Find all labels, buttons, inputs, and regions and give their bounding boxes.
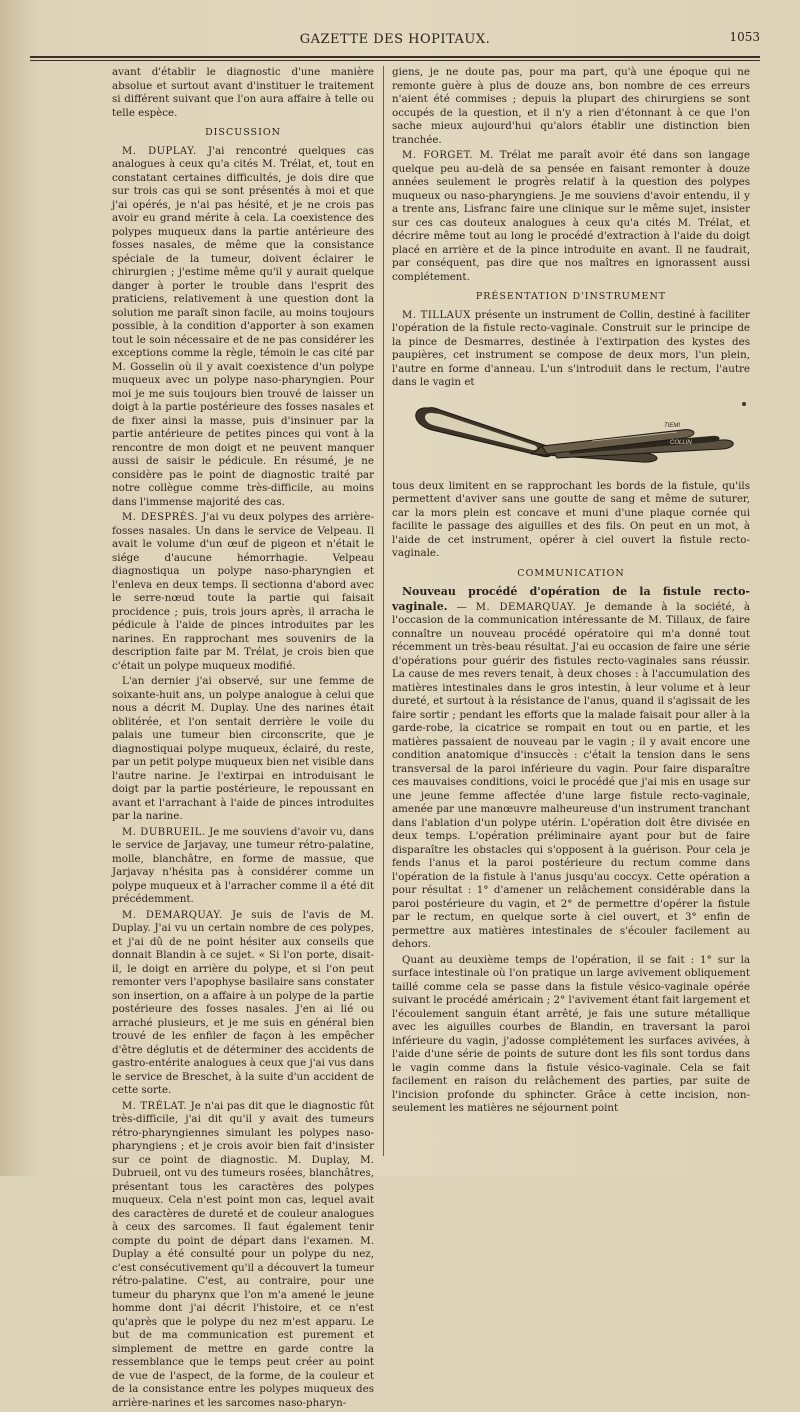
specks (742, 402, 746, 406)
speaker-text: M. Trélat me paraît avoir été dans son langage quelque peu au-delà de sa pensée en faisant remonter à douze années seulement le progrès relatif à la question des polypes muqueux ou naso-pharyngiens. Je me souviens d'avoir entendu, il y a trente ans, Lisfranc faire une clinique sur le même sujet, insister sur ces cas douteux analogues à ceux qu'a cités M. Trélat, et décrire même tout au long le procédé d'extraction à l'aide du doigt placé en arrière et de la pince introduite en avant. Il ne faudrait, par conséquent, pas dire que nos maîtres en ignorassent aussi complétement. (392, 149, 750, 283)
paragraph: L'an dernier j'ai observé, sur une femme de soixante-huit ans, un polype analogue à celui que nous a décrit M. Duplay. Une des narines était oblitérée, et l'on sentait derrière le voile du palais une tumeur bien circonscrite, que je diagnostiquai polype muqueux, éclairé, du reste, par un petit polype muqueux bien net visible dans l'autre narine. Je l'extirpai en introduisant le doigt par la partie postérieure, le repoussant en avant et l'arrachant à l'aide de pinces introduites par la narine. (112, 675, 374, 822)
communication-title: Nouveau procédé d'opération de la fistule recto-vaginale. — M. DEMARQUAY. Je demande à la société, à l'occasion de la communication intéressante de M. Tillaux, de faire connaître un nouveau procédé opératoire qui m'a donné tout récemment un très-beau résultat. J'ai eu occasion de faire une série d'opérations pour guérir des fistules recto-vaginales sans réussir. La cause de mes revers tenait, à deux choses : à l'accumulation des matières intestinales dans le gros intestin, à leur volume et à leur dureté, et surtout à la résistance de l'anus, quand il s'agissait de les faire sortir ; pendant les efforts que la malade faisait pour aller à la garde-robe, la cicatrice se rompait en tout ou en partie, et les matières passaient de nouveau par le vagin ; il y avait encore une condition anatomique d'insuccès : c'était la tension dans le sens transversal de la paroi inférieure du vagin. Pour faire disparaître ces mauvaises conditions, voici le procédé que j'ai mis en usage sur une jeune femme affectée d'une large fistule recto-vaginale, amenée par une manœuvre malheureuse d'un instrument tranchant dans l'ablation d'un polype utérin. L'opération doit être divisée en deux temps. L'opération préliminaire ayant pour but de faire disparaître les obstacles qui s'opposent à la guérison. Pour cela je fends l'anus et la paroi postérieure du rectum comme dans l'opération de la fistule à l'anus jusqu'au coccyx. Cette opération a pour résultat : 1° d'amener un relâchement considérable dans la paroi postérieure du vagin, et 2° de permettre d'opérer la fistule par le rectum, en quelque sorte à ciel ouvert, et 3° enfin de permettre aux matières intestinales de s'écouler facilement au dehors. (392, 585, 751, 950)
section-heading-communication: COMMUNICATION (517, 567, 625, 579)
speaker-name: M. DUBRUEIL. (122, 826, 206, 838)
speaker-name: M. DEMARQUAY. (122, 909, 223, 921)
page-number: 1053 (729, 30, 760, 44)
paragraph-despres (112, 511, 374, 673)
paragraph: tous deux limitent en se rapprochant les bords de la fistule, qu'ils permettent d'aviver sans une goutte de sang et même de suturer, car la mors plein est concave et muni d'une plaque cornée qui facilite le passage des aiguilles et des fils. On peut en un mot, à l'aide de cet instrument, opérer à ciel ouvert la fistule recto-vaginale. (392, 479, 750, 559)
paragraph: giens, je ne doute pas, pour ma part, qu'à une époque qui ne remonte guère à plus de douze ans, bon nombre de ces erreurs n'aient été commises ; depuis la plupart des chirurgiens se sont occupés de la question, et il n'y a rien d'étonnant à ce que l'on sache mieux aujourd'hui qu'alors établir une distinction bien tranchée. (392, 66, 750, 146)
speaker-text: Je me souviens d'avoir vu, dans le service de Jarjavay, une tumeur rétro-palatine, molle, blanchâtre, en forme de massue, que Jarjavay n'hésita pas à considérer comme un polype muqueux et à l'arracher comme il a été dit précédemment. (112, 825, 374, 905)
right-column (392, 66, 750, 1118)
speaker-text: J'ai vu deux polypes des arrière-fosses nasales. Un dans le service de Velpeau. Il avait le volume d'un œuf de pigeon et n'était le siége d'aucune hémorrhagie. Velpeau diagnostiqua un polype naso-pharyngien et l'enleva en deux temps. Il sectionna d'abord avec le serre-nœud toute la partie qui faisait procidence ; puis, trois jours après, il arracha le pédicule à l'aide de pinces introduites par les narines. En rapprochant mes souvenirs de la description faite par M. Trélat, je crois bien que c'était un polype muqueux modifié. (112, 511, 374, 672)
speaker-name: M. TRÉLAT. (122, 1100, 188, 1112)
figure-maker-label: COLLIN (670, 439, 692, 446)
article-title: Nouveau procédé d'opération de la fistule recto-vaginale. (392, 585, 750, 613)
paragraph-duplay (112, 145, 374, 510)
speaker-text: Je n'ai pas dit que le diagnostic fût très-difficile, j'ai dit qu'il y avait des tumeurs rétro-pharyngiennes simulant les polypes naso-pharyngiens ; et je crois avoir bien fait d'insister sur ce point de diagnostic. M. Duplay, M. Dubrueil, ont vu des tumeurs rosées, blanchâtres, présentant tous les caractères des polypes muqueux. Cela n'est point mon cas, lequel avait des caractères de dureté et de couleur analogues à ceux des sarcomes. Il faut également tenir compte du point de départ dans l'examen. M. Duplay a été consulté pour un polype du nez, c'est consécutivement qu'il a découvert la tumeur rétro-palatine. C'est, au contraire, pour une tumeur du pharynx que l'on m'a amené le jeune homme dont j'ai décrit l'histoire, et ce n'est qu'après que le polype du nez m'est apparu. Le but de ma communication est purement et simplement de mettre en garde contre la ressemblance que le temps peut créer au point de vue de l'aspect, de la forme, de la couleur et de la consistance entre les polypes muqueux des arrière-narines et les sarcomes naso-pharyn- (112, 1099, 375, 1409)
speaker-text: Je demande à la société, à l'occasion de la communication intéressante de M. Tillaux, de faire connaître un nouveau procédé opératoire qui m'a donné tout récemment un très-beau résultat. J'ai eu occasion de faire une série d'opérations pour guérir des fistules recto-vaginales sans réussir. La cause de mes revers tenait, à deux choses : à l'accumulation des matières intestinales dans le gros intestin, à leur volume et à leur dureté, et surtout à la résistance de l'anus, quand il s'agissait de les faire sortir ; pendant les efforts que la malade faisait pour aller à la garde-robe, la cicatrice se rompait en tout ou en partie, et les matières passaient de nouveau par le vagin ; il y avait encore une condition anatomique d'insuccès : c'était la tension dans le sens transversal de la paroi inférieure du vagin. Pour faire disparaître ces mauvaises conditions, voici le procédé que j'ai mis en usage sur une jeune femme affectée d'une large fistule recto-vaginale, amenée par une manœuvre malheureuse d'un instrument tranchant dans l'ablation d'un polype utérin. L'opération doit être divisée en deux temps. L'opération préliminaire ayant pour but de faire disparaître les obstacles qui s'opposent à la guérison. Pour cela je fends l'anus et la paroi postérieure du rectum comme dans l'opération de la fistule à l'anus jusqu'au coccyx. Cette opération a pour résultat : 1° d'amener un relâchement considérable dans la paroi postérieure du vagin, et 2° de permettre d'opérer la fistule par le rectum, en quelque sorte à ciel ouvert, et 3° enfin de permettre aux matières intestinales de s'écouler facilement au dehors. (392, 600, 751, 950)
section-heading-discussion: DISCUSSION (205, 127, 281, 138)
forceps-illustration (392, 396, 750, 476)
left-column (112, 66, 374, 1412)
journal-title: GAZETTE DES HOPITAUX. (299, 32, 491, 47)
header-rule-thin (30, 60, 760, 61)
instrument-figure (392, 396, 750, 476)
paragraph-trelat (112, 1100, 374, 1411)
paragraph-demarquay (112, 909, 374, 1098)
paragraph-dubrueil (112, 826, 374, 907)
paragraph-tillaux (392, 309, 750, 390)
paragraph-forget (392, 149, 750, 284)
column-divider (383, 66, 384, 1156)
paragraph: Quant au deuxième temps de l'opération, il se fait : 1° sur la surface intestinale où l'on pratique un large avivement obliquement taillé comme cela se passe dans la fistule vésico-vaginale opérée suivant le procédé américain ; 2° l'avivement étant fait largement et l'écoulement sanguin étant arrêté, je fais une suture métallique avec les aiguilles courbes de Blandin, en traversant la paroi inférieure du vagin, j'adosse complétement les surfaces avivées, à l'aide d'une série de points de suture dont les fils sont tordus dans le vagin comme dans la fistule vésico-vaginale. Cela se fait facilement en raison du relâchement des parties, par suite de l'incision profonde du sphincter. Grâce à cette incision, non-seulement les matières ne séjournent point (392, 953, 750, 1114)
speaker-name: M. DESPRÈS. (122, 512, 199, 523)
page-header (30, 26, 760, 56)
figure-maker-mark: TIEMI (664, 422, 680, 429)
paragraph: avant d'établir le diagnostic d'une manière absolue et surtout avant d'instituer le traitement si différent suivant que l'on aura affaire à telle ou telle espèce. (112, 66, 374, 119)
ring-jaw (416, 407, 553, 456)
speaker-name: M. DEMARQUAY. (475, 601, 577, 613)
speaker-text: J'ai rencontré quelques cas analogues à ceux qu'a cités M. Trélat, et, tout en constatant certaines difficultés, je dois dire que sur trois cas qui se sont présentés à moi et que j'ai opérés, je n'ai pas hésité, et je ne crois pas avoir eu grand mérite à cela. La coexistence des polypes muqueux dans la partie antérieure des fosses nasales, de même que la consistance spéciale de la tumeur, doivent éclairer le chirurgien ; j'estime même qu'il y aurait quelque danger à porter le trouble dans l'esprit des praticiens, relativement à une question dont la solution me paraît sinon facile, au moins toujours possible, à la condition d'apporter à son examen tout le soin nécessaire et de ne pas considérer les exceptions comme la règle, témoin le cas cité par M. Gosselin où il y avait coexistence d'un polype muqueux avec un polype naso-pharyngien. Pour moi je me suis toujours bien trouvé de laisser un doigt à la partie postérieure des fosses nasales et de fixer ainsi la masse, puis d'insinuer par la partie antérieure de petites pinces qui vont à la rencontre de mon doigt et ne peuvent manquer aussi de saisir le pédicule. En résumé, je ne considère pas le point de diagnostic traité par notre collègue comme très-difficile, au moins dans l'immense majorité des cas. (112, 144, 375, 508)
speaker-text: Je suis de l'avis de M. Duplay. J'ai vu un certain nombre de ces polypes, et j'ai dû de ne point hésiter aux conseils que donnait Blandin à ce sujet. « Si l'on porte, disait-il, le doigt en arrière du polype, et si l'on peut remonter vers l'apophyse basilaire sans constater son insertion, on a affaire à un polype de la partie postérieure des fosses nasales. J'en ai lié ou arraché plusieurs, et je me suis en général bien trouvé de les enfiler de façon à les empêcher d'être déglutis et de déterminer des accidents de gastro-entérite analogues à ceux que j'ai vus dans le service de Breschet, à la suite d'un accident de cette sorte. (112, 908, 374, 1096)
header-rule-thick (30, 56, 760, 58)
section-heading-presentation: PRÉSENTATION D'INSTRUMENT (475, 291, 667, 302)
speaker-name: M. FORGET. (402, 150, 474, 161)
speaker-text: présente un instrument de Collin, destiné à faciliter l'opération de la fistule recto-vaginale. Construit sur le principe de la pince de Desmarres, destinée à l'extirpation des kystes des paupières, cet instrument se compose de deux mors, l'un plein, l'autre en forme d'anneau. L'un s'introduit dans le rectum, l'autre dans le vagin et (392, 308, 750, 388)
speaker-name: M. DUPLAY. (122, 145, 197, 157)
speaker-name: M. TILLAUX (402, 309, 471, 321)
